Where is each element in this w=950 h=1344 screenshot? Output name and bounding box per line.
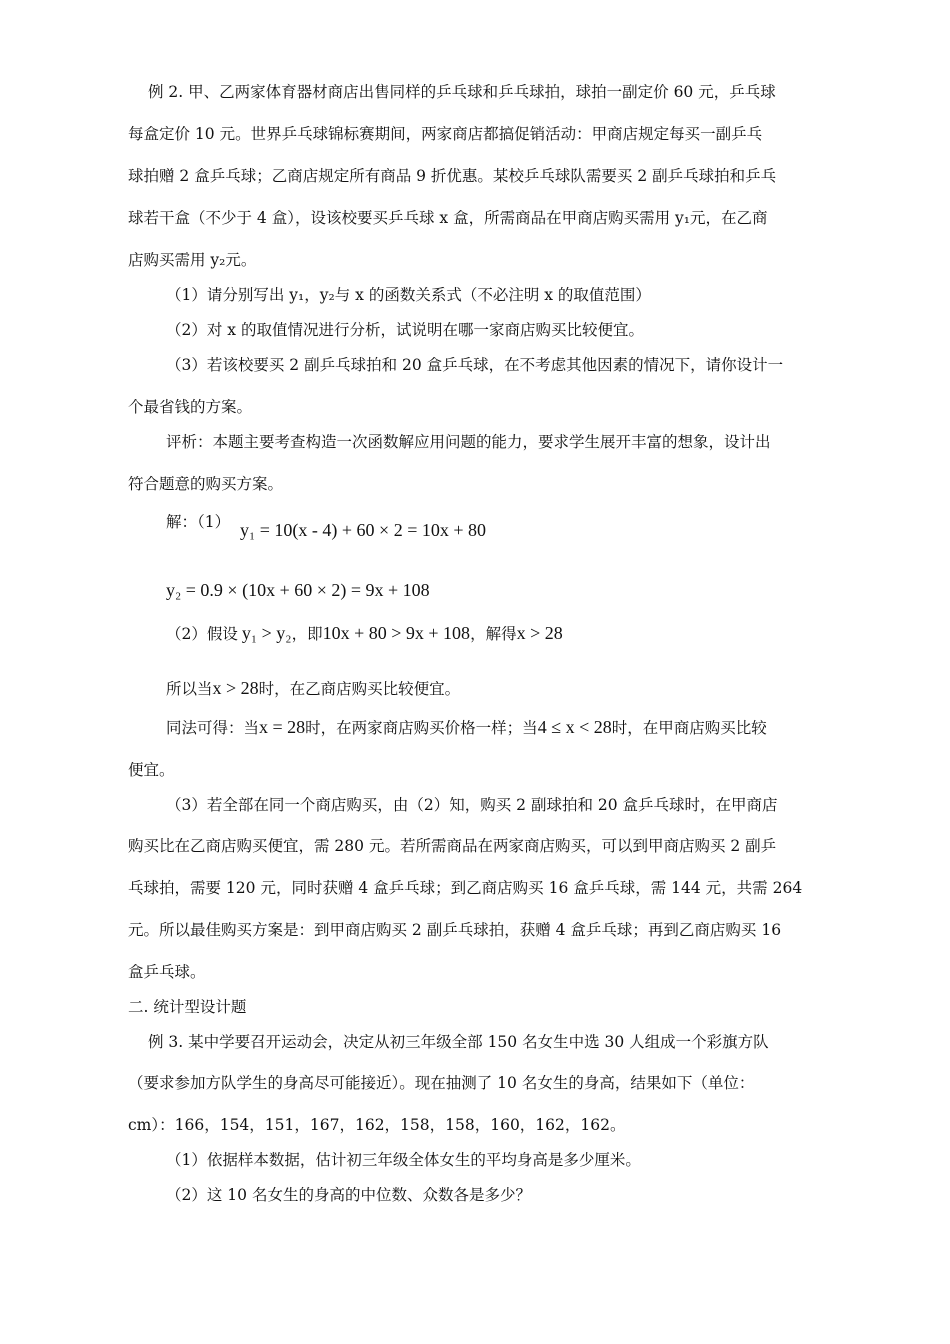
text-shop-b-cheaper: 时，在乙商店购买比较便宜。 [258, 680, 461, 698]
solution-2-mid2: ，解得 [470, 625, 517, 643]
solution-3-line4: 元。所以最佳购买方案是：到甲商店购买 2 副乒乓球拍，获赠 4 盒乒乓球；再到乙商店购买 16 [128, 921, 782, 939]
example2-line4: 球若干盒（不少于 4 盒），设该校要买乒乓球 x 盒，所需商品在甲商店购买需用 y₁元，在乙商 [128, 209, 768, 227]
example3-line1: 例 3. 某中学要召开运动会，决定从初三年级全部 150 名女生中选 30 人组成一个彩旗方队 [148, 1033, 769, 1051]
solution-3-line2: 购买比在乙商店购买便宜，需 280 元。若所需商品在两家商店购买，可以到甲商店购买 2 副乒 [128, 837, 777, 855]
question-1: （1）请分别写出 y₁，y₂与 x 的函数关系式（不必注明 x 的取值范围） [166, 286, 651, 304]
example2-line2: 每盒定价 10 元。世界乒乓球锦标赛期间，两家商店都搞促销活动：甲商店规定每买一副乒乓 [128, 125, 763, 143]
solution-2-line3 [166, 717, 767, 738]
solution-2-prefix: （2）假设 [166, 625, 238, 643]
solution-2-line1 [166, 623, 563, 644]
solution-3-line3: 乓球拍，需要 120 元，同时获赠 4 盒乒乓球；到乙商店购买 16 盒乒乓球，需 144 元，共需 264 [128, 879, 803, 897]
solution-2-mid: ，即 [291, 625, 323, 643]
question-3-line1: （3）若该校要买 2 副乒乓球拍和 20 盒乒乓球，在不考虑其他因素的情况下，请你设计一 [166, 356, 784, 374]
example2-line5: 店购买需用 y₂元。 [128, 251, 257, 269]
equation-y2: y₂ = 0.9 × (10x + 60 × 2) = 9x + 108 [166, 580, 430, 600]
text-so-when: 所以当 [166, 680, 213, 698]
inequality-result: x > 28 [516, 623, 563, 643]
inequality-y1-gt-y2: y₁ > y₂ [241, 623, 292, 643]
inequality-expanded: 10x + 80 > 9x + 108 [322, 623, 471, 643]
question-3-line2: 个最省钱的方案。 [128, 398, 253, 416]
analysis-line2: 符合题意的购买方案。 [128, 475, 284, 493]
text-shop-a-cheaper: 时，在甲商店购买比较 [611, 719, 767, 737]
example3-question-1: （1）依据样本数据，估计初三年级全体女生的平均身高是多少厘米。 [166, 1151, 641, 1169]
solution-2-line4: 便宜。 [128, 761, 175, 779]
equation-y1: y₁ = 10(x - 4) + 60 × 2 = 10x + 80 [240, 520, 487, 540]
solution-3-line1: （3）若全部在同一个商店购买，由（2）知，购买 2 副球拍和 20 盒乒乓球时，在甲商店 [166, 796, 778, 814]
text-similarly: 同法可得：当 [166, 719, 260, 737]
example3-line3: cm）：166，154，151，167，162，158，158，160，162，162。 [128, 1116, 626, 1134]
example3-question-2: （2）这 10 名女生的身高的中位数、众数各是多少？ [166, 1186, 531, 1204]
condition-x-gt-28: x > 28 [212, 678, 259, 698]
condition-range: 4 ≤ x < 28 [537, 717, 612, 737]
example2-line3: 球拍赠 2 盒乒乓球；乙商店规定所有商品 9 折优惠。某校乒乓球队需要买 2 副乒乓球拍和乒乓 [128, 167, 777, 185]
example3-line2: （要求参加方队学生的身高尽可能接近）。现在抽测了 10 名女生的身高，结果如下（单位： [128, 1074, 755, 1092]
solution-1-label: 解：（1） [166, 513, 231, 531]
analysis-line1: 评析：本题主要考查构造一次函数解应用问题的能力，要求学生展开丰富的想象，设计出 [166, 433, 771, 451]
condition-x-eq-28: x = 28 [259, 717, 306, 737]
text-same-price: 时，在两家商店购买价格一样；当 [305, 719, 538, 737]
section-heading: 二. 统计型设计题 [128, 998, 247, 1016]
solution-3-line5: 盒乒乓球。 [128, 963, 206, 981]
question-2: （2）对 x 的取值情况进行分析，试说明在哪一家商店购买比较便宜。 [166, 321, 644, 339]
solution-2-line2 [166, 678, 460, 699]
example2-line1: 例 2. 甲、乙两家体育器材商店出售同样的乒乓球和乒乓球拍，球拍一副定价 60 元，乒乓球 [148, 83, 776, 101]
